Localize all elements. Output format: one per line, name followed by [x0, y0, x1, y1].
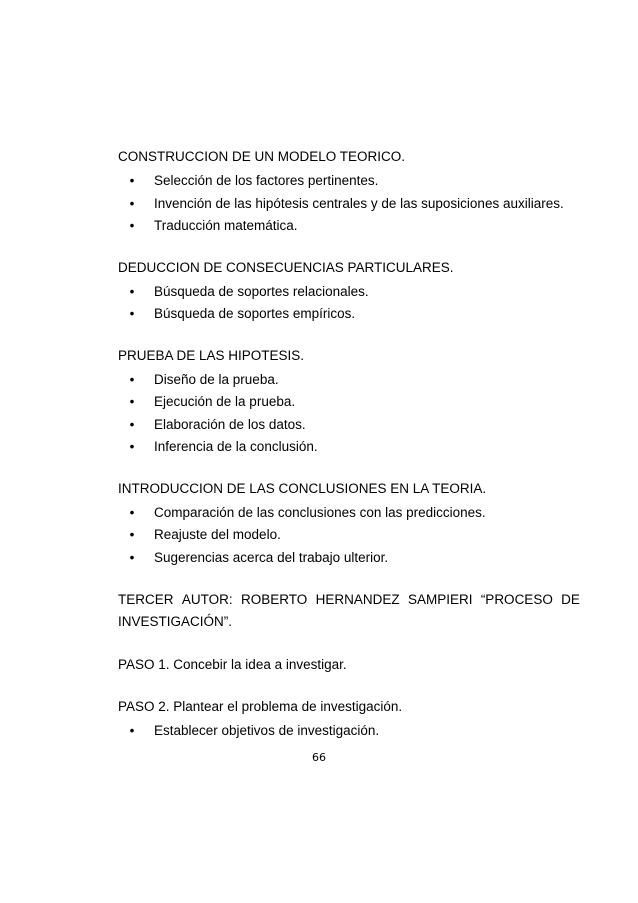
bullet-icon: •	[129, 416, 135, 432]
list-item	[118, 170, 580, 193]
author-word: ROBERTO	[240, 592, 308, 607]
list-item	[118, 547, 580, 570]
author-word: AUTOR:	[181, 592, 233, 607]
bullet-list	[118, 281, 580, 326]
list-item-text: Diseño de la prueba.	[154, 371, 279, 387]
list-item-text: Inferencia de la conclusión.	[154, 439, 318, 454]
list-item	[118, 391, 580, 414]
author-word: DE	[561, 592, 580, 607]
bullet-icon: •	[129, 371, 135, 387]
bullet-icon: •	[129, 173, 135, 188]
list-item-text: Traducción matemática.	[154, 218, 298, 233]
section-introduccion-conclusiones	[118, 479, 580, 570]
list-item-text: Invención de las hipótesis centrales y de las suposiciones auxiliares.	[154, 195, 564, 211]
list-item	[118, 502, 580, 525]
section-heading: INTRODUCCION DE LAS CONCLUSIONES EN LA TEORIA.	[118, 480, 487, 496]
section-heading: PRUEBA DE LAS HIPOTESIS.	[118, 347, 305, 363]
list-item	[118, 436, 580, 459]
list-item-text: Selección de los factores pertinentes.	[154, 173, 379, 188]
list-item-text: Establecer objetivos de investigación.	[154, 723, 380, 738]
list-item	[118, 193, 580, 216]
bullet-list	[118, 369, 580, 459]
paso-2	[118, 697, 580, 743]
bullet-icon: •	[129, 549, 135, 565]
list-item-text: Reajuste del modelo.	[154, 527, 281, 542]
paso-2-heading: PASO 2. Plantear el problema de investigación.	[118, 699, 403, 714]
list-item-text: Búsqueda de soportes empíricos.	[154, 306, 356, 321]
author-line-2: INVESTIGACIÓN”.	[118, 614, 233, 629]
list-item-text: Sugerencias acerca del trabajo ulterior.	[154, 549, 389, 565]
list-item-text: Comparación de las conclusiones con las predicciones.	[154, 504, 486, 520]
bullet-list	[118, 720, 580, 743]
bullet-icon: •	[129, 283, 135, 299]
bullet-icon: •	[129, 527, 135, 542]
bullet-list	[118, 502, 580, 570]
author-word: “PROCESO	[480, 592, 553, 607]
author-word: SAMPIERI	[407, 592, 473, 607]
list-item	[118, 303, 580, 326]
section-deduccion	[118, 258, 580, 326]
page-number: 66	[312, 751, 326, 764]
section-modelo-teorico	[118, 147, 580, 238]
section-prueba-hipotesis	[118, 346, 580, 459]
author-word: TERCER	[118, 592, 174, 607]
list-item	[118, 720, 580, 743]
bullet-icon: •	[129, 394, 135, 409]
list-item-text: Búsqueda de soportes relacionales.	[154, 283, 369, 299]
list-item-text: Elaboración de los datos.	[154, 416, 306, 432]
author-paragraph	[118, 589, 580, 633]
paso-1-text: PASO 1. Concebir la idea a investigar.	[118, 657, 347, 672]
bullet-icon: •	[129, 306, 135, 321]
list-item-text: Ejecución de la prueba.	[154, 394, 296, 409]
list-item	[118, 281, 580, 304]
bullet-icon: •	[129, 723, 135, 738]
bullet-icon: •	[129, 195, 135, 211]
list-item	[118, 524, 580, 547]
paso-1	[118, 655, 580, 675]
bullet-list	[118, 170, 580, 238]
author-line-1	[118, 589, 580, 611]
page-content	[118, 147, 580, 763]
bullet-icon: •	[129, 439, 135, 454]
list-item	[118, 369, 580, 392]
section-heading: CONSTRUCCION DE UN MODELO TEORICO.	[118, 149, 406, 164]
author-word: HERNANDEZ	[315, 592, 400, 607]
list-item	[118, 414, 580, 437]
bullet-icon: •	[129, 218, 135, 233]
section-heading: DEDUCCION DE CONSECUENCIAS PARTICULARES.	[118, 259, 454, 275]
bullet-icon: •	[129, 504, 135, 520]
list-item	[118, 215, 580, 238]
